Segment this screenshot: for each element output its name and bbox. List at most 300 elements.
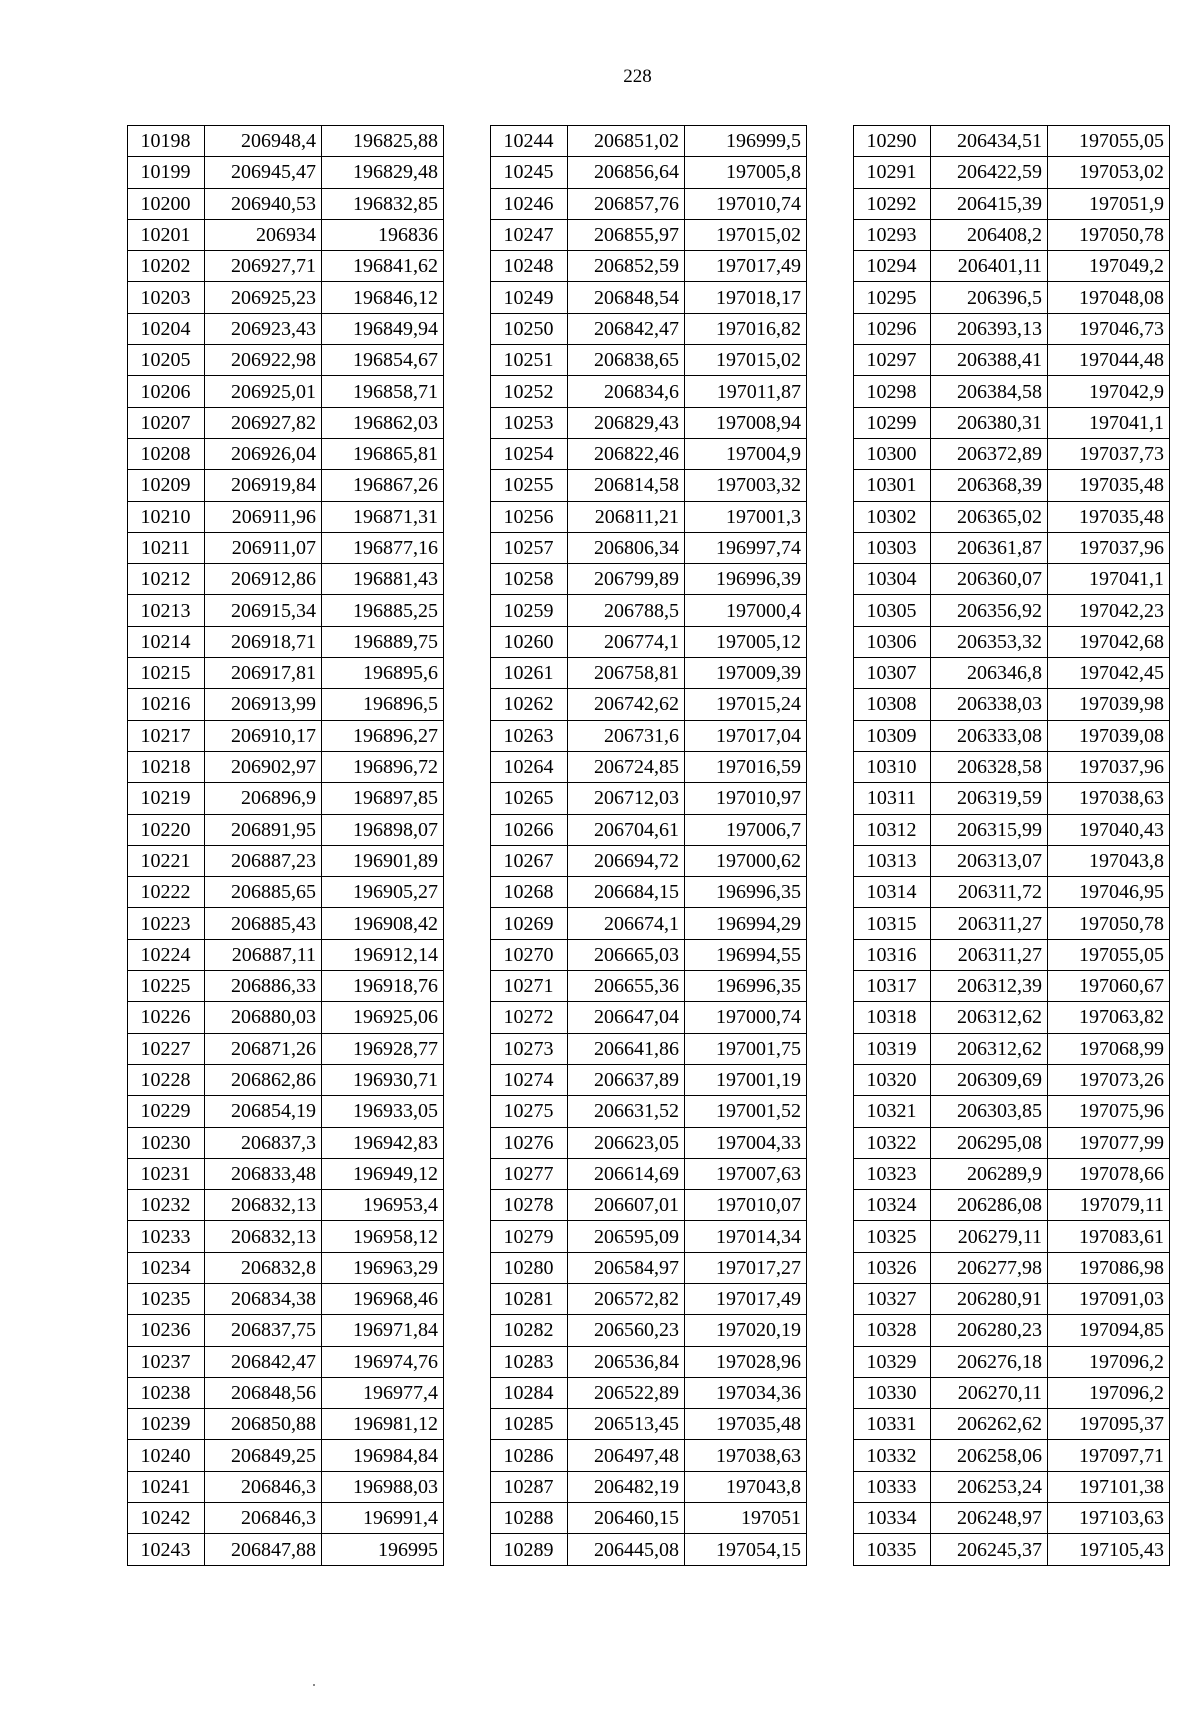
- x-coordinate-cell: 206915,34: [205, 595, 322, 626]
- point-id-cell: 10256: [491, 501, 568, 532]
- x-coordinate-cell: 206822,46: [568, 438, 685, 469]
- table-row: [854, 1221, 1170, 1252]
- table-row: [491, 1315, 807, 1346]
- point-id-cell: 10238: [128, 1377, 205, 1408]
- x-coordinate-cell: 206880,03: [205, 1002, 322, 1033]
- y-coordinate-cell: 197042,23: [1048, 595, 1170, 626]
- table-row: [128, 470, 444, 501]
- y-coordinate-cell: 196958,12: [322, 1221, 444, 1252]
- point-id-cell: 10308: [854, 689, 931, 720]
- table-row: [854, 626, 1170, 657]
- table-row: [128, 251, 444, 282]
- x-coordinate-cell: 206356,92: [931, 595, 1048, 626]
- y-coordinate-cell: 196942,83: [322, 1127, 444, 1158]
- y-coordinate-cell: 196881,43: [322, 564, 444, 595]
- y-coordinate-cell: 197003,32: [685, 470, 807, 501]
- y-coordinate-cell: 197028,96: [685, 1346, 807, 1377]
- point-id-cell: 10248: [491, 251, 568, 282]
- x-coordinate-cell: 206286,08: [931, 1190, 1048, 1221]
- table-row: [491, 1064, 807, 1095]
- point-id-cell: 10293: [854, 219, 931, 250]
- table-row: [128, 1002, 444, 1033]
- table-row: [128, 407, 444, 438]
- table-row: [128, 626, 444, 657]
- point-id-cell: 10281: [491, 1283, 568, 1314]
- x-coordinate-cell: 206572,82: [568, 1283, 685, 1314]
- y-coordinate-cell: 196999,5: [685, 126, 807, 157]
- table-row: [491, 438, 807, 469]
- x-coordinate-cell: 206925,01: [205, 376, 322, 407]
- table-row: [491, 1409, 807, 1440]
- point-id-cell: 10275: [491, 1096, 568, 1127]
- x-coordinate-cell: 206295,08: [931, 1127, 1048, 1158]
- x-coordinate-cell: 206333,08: [931, 720, 1048, 751]
- table-row: [491, 1127, 807, 1158]
- x-coordinate-cell: 206338,03: [931, 689, 1048, 720]
- point-id-cell: 10202: [128, 251, 205, 282]
- y-coordinate-cell: 197014,34: [685, 1221, 807, 1252]
- point-id-cell: 10259: [491, 595, 568, 626]
- x-coordinate-cell: 206253,24: [931, 1471, 1048, 1502]
- point-id-cell: 10287: [491, 1471, 568, 1502]
- table-row: [854, 1471, 1170, 1502]
- x-coordinate-cell: 206319,59: [931, 783, 1048, 814]
- x-coordinate-cell: 206913,99: [205, 689, 322, 720]
- point-id-cell: 10283: [491, 1346, 568, 1377]
- table-row: [128, 438, 444, 469]
- table-row: [491, 1377, 807, 1408]
- x-coordinate-cell: 206584,97: [568, 1252, 685, 1283]
- y-coordinate-cell: 196963,29: [322, 1252, 444, 1283]
- y-coordinate-cell: 196849,94: [322, 313, 444, 344]
- table-row: [854, 751, 1170, 782]
- table-row: [491, 1440, 807, 1471]
- table-row: [128, 1346, 444, 1377]
- point-id-cell: 10316: [854, 939, 931, 970]
- point-id-cell: 10285: [491, 1409, 568, 1440]
- y-coordinate-cell: 197015,24: [685, 689, 807, 720]
- point-id-cell: 10271: [491, 971, 568, 1002]
- x-coordinate-cell: 206665,03: [568, 939, 685, 970]
- x-coordinate-cell: 206834,6: [568, 376, 685, 407]
- x-coordinate-cell: 206270,11: [931, 1377, 1048, 1408]
- point-id-cell: 10245: [491, 157, 568, 188]
- x-coordinate-cell: 206806,34: [568, 532, 685, 563]
- y-coordinate-cell: 196995: [322, 1534, 444, 1565]
- table-row: [128, 814, 444, 845]
- point-id-cell: 10249: [491, 282, 568, 313]
- x-coordinate-cell: 206434,51: [931, 126, 1048, 157]
- point-id-cell: 10305: [854, 595, 931, 626]
- x-coordinate-cell: 206846,3: [205, 1503, 322, 1534]
- x-coordinate-cell: 206842,47: [205, 1346, 322, 1377]
- y-coordinate-cell: 196974,76: [322, 1346, 444, 1377]
- y-coordinate-cell: 196897,85: [322, 783, 444, 814]
- table-row: [854, 438, 1170, 469]
- y-coordinate-cell: 196996,35: [685, 877, 807, 908]
- table-row: [491, 1221, 807, 1252]
- x-coordinate-cell: 206312,62: [931, 1002, 1048, 1033]
- x-coordinate-cell: 206848,54: [568, 282, 685, 313]
- table-row: [128, 282, 444, 313]
- point-id-cell: 10239: [128, 1409, 205, 1440]
- x-coordinate-cell: 206365,02: [931, 501, 1048, 532]
- y-coordinate-cell: 197097,71: [1048, 1440, 1170, 1471]
- x-coordinate-cell: 206311,27: [931, 939, 1048, 970]
- table-row: [854, 1158, 1170, 1189]
- table-row: [128, 1252, 444, 1283]
- table-row: [128, 783, 444, 814]
- table-row: [854, 689, 1170, 720]
- y-coordinate-cell: 197004,33: [685, 1127, 807, 1158]
- point-id-cell: 10314: [854, 877, 931, 908]
- x-coordinate-cell: 206927,71: [205, 251, 322, 282]
- y-coordinate-cell: 197017,04: [685, 720, 807, 751]
- y-coordinate-cell: 196933,05: [322, 1096, 444, 1127]
- x-coordinate-cell: 206312,39: [931, 971, 1048, 1002]
- x-coordinate-cell: 206388,41: [931, 345, 1048, 376]
- x-coordinate-cell: 206927,82: [205, 407, 322, 438]
- table-row: [128, 1127, 444, 1158]
- point-id-cell: 10321: [854, 1096, 931, 1127]
- table-row: [491, 845, 807, 876]
- y-coordinate-cell: 197096,2: [1048, 1377, 1170, 1408]
- point-id-cell: 10267: [491, 845, 568, 876]
- y-coordinate-cell: 197015,02: [685, 345, 807, 376]
- x-coordinate-cell: 206811,21: [568, 501, 685, 532]
- x-coordinate-cell: 206712,03: [568, 783, 685, 814]
- x-coordinate-cell: 206948,4: [205, 126, 322, 157]
- table-row: [128, 1158, 444, 1189]
- table-row: [854, 971, 1170, 1002]
- y-coordinate-cell: 197043,8: [685, 1471, 807, 1502]
- point-id-cell: 10265: [491, 783, 568, 814]
- y-coordinate-cell: 197049,2: [1048, 251, 1170, 282]
- table-row: [128, 501, 444, 532]
- point-id-cell: 10213: [128, 595, 205, 626]
- y-coordinate-cell: 197042,45: [1048, 658, 1170, 689]
- x-coordinate-cell: 206829,43: [568, 407, 685, 438]
- y-coordinate-cell: 196829,48: [322, 157, 444, 188]
- coordinates-table-3: [853, 125, 1170, 1566]
- y-coordinate-cell: 196977,4: [322, 1377, 444, 1408]
- point-id-cell: 10330: [854, 1377, 931, 1408]
- point-id-cell: 10235: [128, 1283, 205, 1314]
- table-row: [491, 720, 807, 751]
- y-coordinate-cell: 197095,37: [1048, 1409, 1170, 1440]
- y-coordinate-cell: 197078,66: [1048, 1158, 1170, 1189]
- table-row: [854, 564, 1170, 595]
- table-row: [854, 783, 1170, 814]
- y-coordinate-cell: 196928,77: [322, 1033, 444, 1064]
- point-id-cell: 10282: [491, 1315, 568, 1346]
- y-coordinate-cell: 196877,16: [322, 532, 444, 563]
- table-row: [128, 1503, 444, 1534]
- x-coordinate-cell: 206856,64: [568, 157, 685, 188]
- point-id-cell: 10240: [128, 1440, 205, 1471]
- x-coordinate-cell: 206289,9: [931, 1158, 1048, 1189]
- x-coordinate-cell: 206849,25: [205, 1440, 322, 1471]
- y-coordinate-cell: 196896,5: [322, 689, 444, 720]
- point-id-cell: 10211: [128, 532, 205, 563]
- table-row: [491, 219, 807, 250]
- point-id-cell: 10244: [491, 126, 568, 157]
- x-coordinate-cell: 206886,33: [205, 971, 322, 1002]
- table-row: [854, 1127, 1170, 1158]
- point-id-cell: 10227: [128, 1033, 205, 1064]
- point-id-cell: 10317: [854, 971, 931, 1002]
- x-coordinate-cell: 206922,98: [205, 345, 322, 376]
- point-id-cell: 10199: [128, 157, 205, 188]
- table-row: [128, 564, 444, 595]
- x-coordinate-cell: 206674,1: [568, 908, 685, 939]
- point-id-cell: 10266: [491, 814, 568, 845]
- x-coordinate-cell: 206910,17: [205, 720, 322, 751]
- x-coordinate-cell: 206855,97: [568, 219, 685, 250]
- y-coordinate-cell: 196836: [322, 219, 444, 250]
- y-coordinate-cell: 197010,97: [685, 783, 807, 814]
- page-number: 228: [623, 66, 652, 87]
- y-coordinate-cell: 196984,84: [322, 1440, 444, 1471]
- y-coordinate-cell: 196971,84: [322, 1315, 444, 1346]
- x-coordinate-cell: 206372,89: [931, 438, 1048, 469]
- point-id-cell: 10241: [128, 1471, 205, 1502]
- x-coordinate-cell: 206814,58: [568, 470, 685, 501]
- x-coordinate-cell: 206384,58: [931, 376, 1048, 407]
- x-coordinate-cell: 206837,75: [205, 1315, 322, 1346]
- point-id-cell: 10258: [491, 564, 568, 595]
- x-coordinate-cell: 206313,07: [931, 845, 1048, 876]
- point-id-cell: 10273: [491, 1033, 568, 1064]
- point-id-cell: 10246: [491, 188, 568, 219]
- x-coordinate-cell: 206918,71: [205, 626, 322, 657]
- y-coordinate-cell: 197042,68: [1048, 626, 1170, 657]
- point-id-cell: 10284: [491, 1377, 568, 1408]
- y-coordinate-cell: 196994,55: [685, 939, 807, 970]
- point-id-cell: 10322: [854, 1127, 931, 1158]
- table-row: [854, 407, 1170, 438]
- x-coordinate-cell: 206850,88: [205, 1409, 322, 1440]
- y-coordinate-cell: 197051: [685, 1503, 807, 1534]
- x-coordinate-cell: 206513,45: [568, 1409, 685, 1440]
- y-coordinate-cell: 196953,4: [322, 1190, 444, 1221]
- y-coordinate-cell: 196908,42: [322, 908, 444, 939]
- table-row: [854, 1002, 1170, 1033]
- y-coordinate-cell: 197018,17: [685, 282, 807, 313]
- x-coordinate-cell: 206560,23: [568, 1315, 685, 1346]
- y-coordinate-cell: 197101,38: [1048, 1471, 1170, 1502]
- table-row: [128, 376, 444, 407]
- x-coordinate-cell: 206731,6: [568, 720, 685, 751]
- point-id-cell: 10200: [128, 188, 205, 219]
- table-row: [491, 1346, 807, 1377]
- point-id-cell: 10253: [491, 407, 568, 438]
- x-coordinate-cell: 206361,87: [931, 532, 1048, 563]
- table-row: [854, 814, 1170, 845]
- scan-speck: [313, 1684, 315, 1686]
- y-coordinate-cell: 197041,1: [1048, 564, 1170, 595]
- x-coordinate-cell: 206315,99: [931, 814, 1048, 845]
- point-id-cell: 10280: [491, 1252, 568, 1283]
- x-coordinate-cell: 206312,62: [931, 1033, 1048, 1064]
- point-id-cell: 10286: [491, 1440, 568, 1471]
- x-coordinate-cell: 206857,76: [568, 188, 685, 219]
- point-id-cell: 10325: [854, 1221, 931, 1252]
- y-coordinate-cell: 197035,48: [1048, 470, 1170, 501]
- y-coordinate-cell: 197037,96: [1048, 532, 1170, 563]
- y-coordinate-cell: 197039,98: [1048, 689, 1170, 720]
- x-coordinate-cell: 206917,81: [205, 658, 322, 689]
- table-row: [491, 1503, 807, 1534]
- y-coordinate-cell: 197044,48: [1048, 345, 1170, 376]
- x-coordinate-cell: 206854,19: [205, 1096, 322, 1127]
- point-id-cell: 10236: [128, 1315, 205, 1346]
- point-id-cell: 10237: [128, 1346, 205, 1377]
- y-coordinate-cell: 197017,49: [685, 251, 807, 282]
- point-id-cell: 10296: [854, 313, 931, 344]
- table-row: [854, 658, 1170, 689]
- x-coordinate-cell: 206940,53: [205, 188, 322, 219]
- point-id-cell: 10300: [854, 438, 931, 469]
- x-coordinate-cell: 206245,37: [931, 1534, 1048, 1565]
- point-id-cell: 10270: [491, 939, 568, 970]
- y-coordinate-cell: 197009,39: [685, 658, 807, 689]
- point-id-cell: 10203: [128, 282, 205, 313]
- x-coordinate-cell: 206925,23: [205, 282, 322, 313]
- point-id-cell: 10320: [854, 1064, 931, 1095]
- x-coordinate-cell: 206926,04: [205, 438, 322, 469]
- y-coordinate-cell: 196918,76: [322, 971, 444, 1002]
- y-coordinate-cell: 197008,94: [685, 407, 807, 438]
- y-coordinate-cell: 197001,19: [685, 1064, 807, 1095]
- point-id-cell: 10254: [491, 438, 568, 469]
- y-coordinate-cell: 197096,2: [1048, 1346, 1170, 1377]
- x-coordinate-cell: 206832,13: [205, 1221, 322, 1252]
- point-id-cell: 10302: [854, 501, 931, 532]
- table-row: [491, 1158, 807, 1189]
- table-row: [854, 1252, 1170, 1283]
- y-coordinate-cell: 197005,12: [685, 626, 807, 657]
- table-row: [854, 1033, 1170, 1064]
- x-coordinate-cell: 206834,38: [205, 1283, 322, 1314]
- y-coordinate-cell: 196858,71: [322, 376, 444, 407]
- table-row: [491, 783, 807, 814]
- y-coordinate-cell: 196867,26: [322, 470, 444, 501]
- point-id-cell: 10207: [128, 407, 205, 438]
- table-row: [128, 908, 444, 939]
- table-row: [128, 126, 444, 157]
- point-id-cell: 10217: [128, 720, 205, 751]
- point-id-cell: 10225: [128, 971, 205, 1002]
- table-row: [491, 1534, 807, 1565]
- y-coordinate-cell: 196996,39: [685, 564, 807, 595]
- y-coordinate-cell: 196981,12: [322, 1409, 444, 1440]
- table-row: [491, 501, 807, 532]
- x-coordinate-cell: 206655,36: [568, 971, 685, 1002]
- point-id-cell: 10229: [128, 1096, 205, 1127]
- point-id-cell: 10262: [491, 689, 568, 720]
- table-row: [854, 939, 1170, 970]
- x-coordinate-cell: 206684,15: [568, 877, 685, 908]
- point-id-cell: 10311: [854, 783, 931, 814]
- table-row: [854, 1346, 1170, 1377]
- x-coordinate-cell: 206279,11: [931, 1221, 1048, 1252]
- x-coordinate-cell: 206885,65: [205, 877, 322, 908]
- table-row: [854, 1409, 1170, 1440]
- table-row: [854, 282, 1170, 313]
- point-id-cell: 10257: [491, 532, 568, 563]
- x-coordinate-cell: 206311,72: [931, 877, 1048, 908]
- point-id-cell: 10315: [854, 908, 931, 939]
- y-coordinate-cell: 196832,85: [322, 188, 444, 219]
- x-coordinate-cell: 206862,86: [205, 1064, 322, 1095]
- y-coordinate-cell: 196846,12: [322, 282, 444, 313]
- point-id-cell: 10223: [128, 908, 205, 939]
- y-coordinate-cell: 197010,74: [685, 188, 807, 219]
- point-id-cell: 10255: [491, 470, 568, 501]
- y-coordinate-cell: 197105,43: [1048, 1534, 1170, 1565]
- point-id-cell: 10295: [854, 282, 931, 313]
- x-coordinate-cell: 206838,65: [568, 345, 685, 376]
- y-coordinate-cell: 197015,02: [685, 219, 807, 250]
- table-row: [128, 1033, 444, 1064]
- x-coordinate-cell: 206788,5: [568, 595, 685, 626]
- table-row: [854, 845, 1170, 876]
- y-coordinate-cell: 196889,75: [322, 626, 444, 657]
- table-row: [491, 877, 807, 908]
- x-coordinate-cell: 206833,48: [205, 1158, 322, 1189]
- point-id-cell: 10298: [854, 376, 931, 407]
- point-id-cell: 10206: [128, 376, 205, 407]
- x-coordinate-cell: 206311,27: [931, 908, 1048, 939]
- x-coordinate-cell: 206911,07: [205, 532, 322, 563]
- x-coordinate-cell: 206871,26: [205, 1033, 322, 1064]
- point-id-cell: 10327: [854, 1283, 931, 1314]
- table-row: [128, 1409, 444, 1440]
- y-coordinate-cell: 197000,4: [685, 595, 807, 626]
- x-coordinate-cell: 206848,56: [205, 1377, 322, 1408]
- table-row: [491, 376, 807, 407]
- y-coordinate-cell: 196841,62: [322, 251, 444, 282]
- table-row: [491, 313, 807, 344]
- x-coordinate-cell: 206309,69: [931, 1064, 1048, 1095]
- y-coordinate-cell: 197017,49: [685, 1283, 807, 1314]
- point-id-cell: 10334: [854, 1503, 931, 1534]
- y-coordinate-cell: 197038,63: [1048, 783, 1170, 814]
- y-coordinate-cell: 197016,59: [685, 751, 807, 782]
- y-coordinate-cell: 197042,9: [1048, 376, 1170, 407]
- y-coordinate-cell: 197000,74: [685, 1002, 807, 1033]
- point-id-cell: 10219: [128, 783, 205, 814]
- point-id-cell: 10269: [491, 908, 568, 939]
- point-id-cell: 10328: [854, 1315, 931, 1346]
- y-coordinate-cell: 196968,46: [322, 1283, 444, 1314]
- point-id-cell: 10233: [128, 1221, 205, 1252]
- y-coordinate-cell: 197075,96: [1048, 1096, 1170, 1127]
- x-coordinate-cell: 206303,85: [931, 1096, 1048, 1127]
- table-row: [854, 877, 1170, 908]
- x-coordinate-cell: 206607,01: [568, 1190, 685, 1221]
- table-row: [128, 1315, 444, 1346]
- x-coordinate-cell: 206408,2: [931, 219, 1048, 250]
- point-id-cell: 10309: [854, 720, 931, 751]
- table-row: [491, 751, 807, 782]
- y-coordinate-cell: 197063,82: [1048, 1002, 1170, 1033]
- table-row: [854, 157, 1170, 188]
- point-id-cell: 10230: [128, 1127, 205, 1158]
- point-id-cell: 10222: [128, 877, 205, 908]
- table-row: [128, 1221, 444, 1252]
